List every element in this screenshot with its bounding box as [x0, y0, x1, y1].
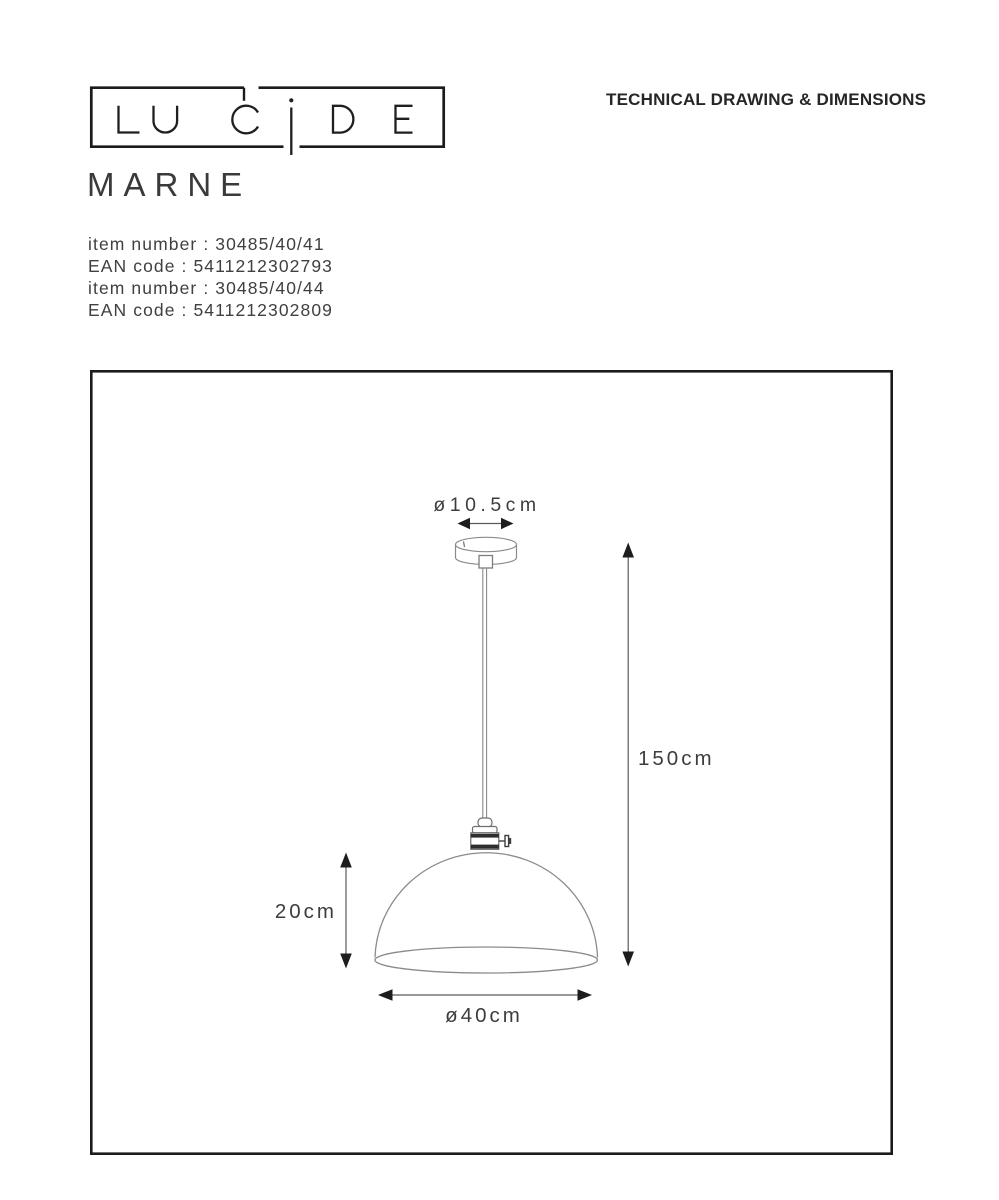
logo-letter-u — [154, 106, 178, 133]
arrowhead-right-icon — [578, 989, 593, 1001]
logo-box — [91, 88, 443, 147]
canopy-diameter-arrow — [458, 518, 514, 529]
drawing-border — [91, 371, 891, 1153]
ceiling-canopy — [456, 537, 517, 568]
logo-letter-i-dot — [289, 98, 293, 102]
height-dimension — [622, 543, 714, 967]
lamp-shade — [375, 853, 598, 973]
cord-grip — [479, 556, 493, 569]
shade-height-label: 20cm — [274, 900, 337, 923]
socket-switch-icon — [499, 836, 511, 847]
arrowhead-down-icon — [622, 952, 634, 967]
shade-height-dimension — [275, 853, 352, 969]
arrowhead-left-icon — [378, 989, 393, 1001]
shade-diameter-dimension — [378, 989, 592, 1027]
arrowhead-right-icon — [501, 518, 514, 529]
shade-diameter-label: ø40cm — [445, 1004, 523, 1027]
technical-drawing-svg — [90, 370, 893, 1155]
info-line-ean-1: EAN code : 5411212302793 — [88, 256, 334, 276]
info-line-ean-2: EAN code : 5411212302809 — [88, 300, 334, 320]
product-name: MARNE — [87, 166, 252, 203]
height-label: 150cm — [638, 747, 715, 770]
arrowhead-left-icon — [458, 518, 471, 529]
info-line-item-number-1: item number : 30485/40/41 — [88, 234, 325, 254]
logo-letter-d — [333, 106, 353, 133]
product-info-block — [88, 233, 333, 321]
suspension-cord — [483, 568, 487, 819]
page-title: TECHNICAL DRAWING & DIMENSIONS — [606, 90, 927, 109]
info-line-item-number-2: item number : 30485/40/44 — [88, 278, 325, 298]
logo-letter-c — [232, 106, 258, 134]
arrowhead-up-icon — [622, 543, 634, 558]
arrowhead-up-icon — [340, 853, 352, 868]
lamp-socket — [471, 818, 511, 849]
logo-letter-e — [396, 106, 413, 133]
lucide-logo — [85, 80, 450, 165]
technical-drawing — [90, 370, 893, 1155]
canopy-diameter-label: ø10.5cm — [433, 494, 541, 516]
arrowhead-down-icon — [340, 954, 352, 969]
logo-letter-l — [119, 106, 140, 133]
